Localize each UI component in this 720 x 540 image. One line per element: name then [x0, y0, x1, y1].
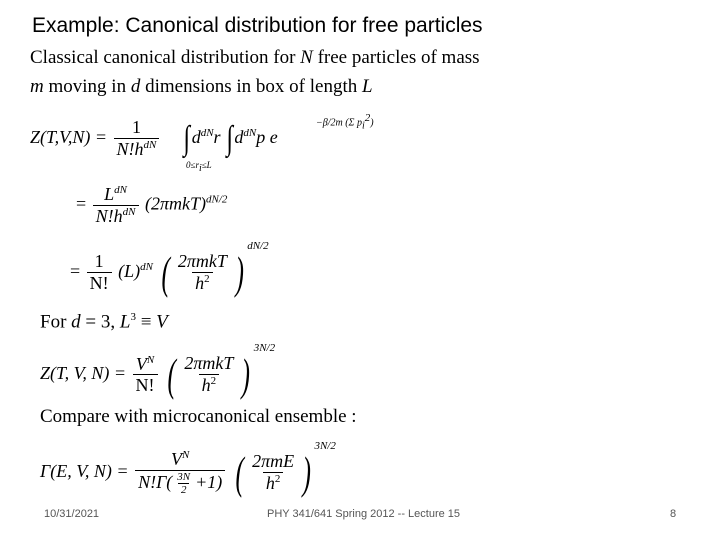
footer-date: 10/31/2021	[44, 508, 100, 520]
footer-page-number: 8	[670, 508, 677, 520]
slide-title: Example: Canonical distribution for free particles	[32, 14, 483, 37]
footer-course: PHY 341/641 Spring 2012 -- Lecture 15	[267, 508, 461, 520]
boltzmann-exponent: −β/2m (Σ pi2)	[316, 112, 374, 132]
equation-microcanonical: Γ(E, V, N) = $V^N$ N!Γ( $\frac{3N}{2}$ +1) ( $\frac{\text{2πmE}}{h^2}$ )$^{3N/2}$	[40, 440, 336, 498]
intro-line-2: m moving in d dimensions in box of length L	[30, 76, 373, 97]
equation-step-3: = $\frac{1}{N!}$ $(L)^{dN}$ ( $\frac{\text{2πmkT}}{h^2}$ )$^{dN/2}$	[70, 240, 269, 298]
integral-limits: 0≤ri≤L	[186, 160, 212, 174]
equation-partition-function: Z(T,V,N) = $\frac{1}{N!h^{dN}}$ $\int d^{dN}r$ $\int d^{dN}p$ e	[30, 117, 278, 159]
intro-line-1: Classical canonical distribution for N free particles of mass	[30, 47, 480, 68]
for-d-equals-3: For d = 3, $L^3 \equiv V$	[40, 311, 168, 333]
equation-step-2: = $\frac{L^{dN}}{N!h^{dN}}$ $(2\pi mkT)^{dN/2}$	[76, 184, 228, 226]
compare-microcanonical: Compare with microcanonical ensemble :	[40, 406, 357, 427]
equation-3d-partition: Z(T, V, N) = $\frac{V^N}{N!}$ ( $\frac{\text{2πmkT}}{h^2}$ )$^{3N/2}$	[40, 342, 276, 400]
